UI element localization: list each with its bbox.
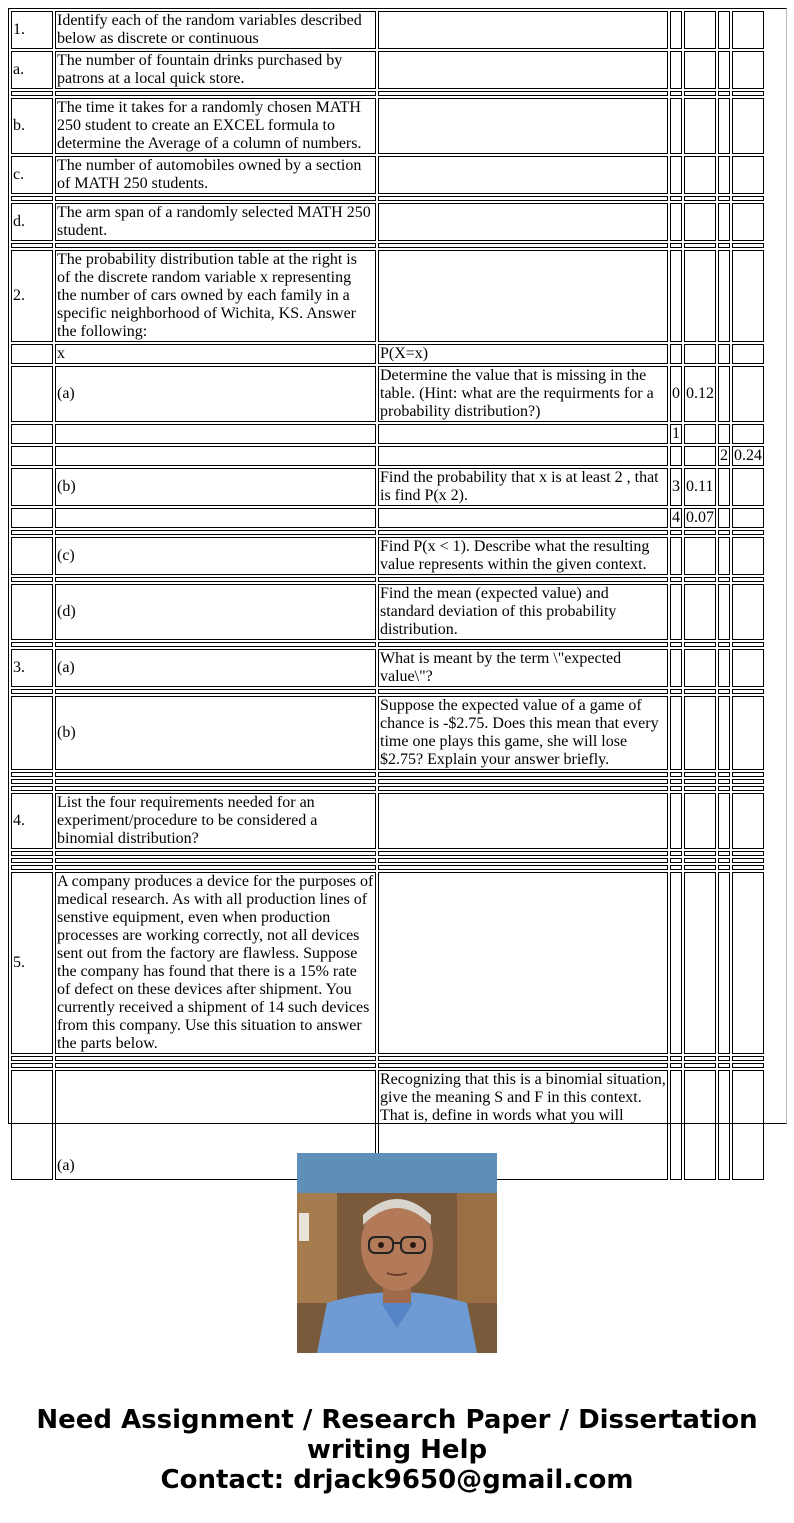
empty-cell <box>732 11 764 49</box>
table-separator <box>11 858 764 863</box>
table-separator <box>11 772 764 777</box>
empty-cell <box>732 424 764 444</box>
empty-cell <box>684 203 716 241</box>
part-text: Recognizing that this is a binomial situation, give the meaning S and F in this context. That is, define in words what you will <box>378 1070 668 1180</box>
part-label: (a) <box>55 649 376 687</box>
table-row <box>11 366 764 422</box>
empty-cell <box>670 51 682 89</box>
part-label: a. <box>11 51 53 89</box>
p-value-missing[interactable] <box>684 424 716 444</box>
part-text: The time it takes for a randomly chosen MATH 250 student to create an EXCEL formula to determine the Average of a column of numbers. <box>55 98 376 154</box>
empty-cell <box>732 696 764 770</box>
empty-cell <box>670 11 682 49</box>
part-label: (a) <box>55 1070 376 1180</box>
table-separator <box>11 243 764 248</box>
empty-cell <box>11 508 53 528</box>
empty-cell <box>670 584 682 640</box>
x-value: 3 <box>670 468 682 506</box>
table-row <box>11 250 764 342</box>
empty-cell <box>670 203 682 241</box>
table-row <box>11 424 764 444</box>
empty-cell <box>718 156 730 194</box>
promo-banner <box>0 1122 794 1523</box>
table-separator <box>11 196 764 201</box>
part-text: The arm span of a randomly selected MATH 250 student. <box>55 203 376 241</box>
empty-cell <box>55 446 376 466</box>
empty-cell <box>684 446 716 466</box>
avatar <box>297 1153 497 1353</box>
x-value: 0 <box>670 366 682 422</box>
empty-cell <box>684 11 716 49</box>
empty-cell <box>378 424 668 444</box>
x-value: 2 <box>720 447 728 464</box>
empty-cell <box>718 366 730 422</box>
empty-cell <box>718 51 730 89</box>
empty-cell <box>11 424 53 444</box>
table-row <box>11 872 764 1054</box>
worksheet <box>8 8 787 1174</box>
answer-cell[interactable] <box>378 98 668 154</box>
table-separator <box>11 786 764 791</box>
part-label: (d) <box>55 584 376 640</box>
empty-cell <box>718 344 730 364</box>
empty-cell <box>378 508 668 528</box>
empty-cell <box>732 156 764 194</box>
person-portrait <box>297 1153 497 1353</box>
empty-cell <box>732 250 764 342</box>
table-row <box>11 11 764 49</box>
table-separator <box>11 91 764 96</box>
question-number: 4. <box>11 793 53 849</box>
empty-cell <box>11 344 53 364</box>
empty-cell <box>718 696 730 770</box>
answer-cell[interactable] <box>378 793 668 849</box>
promo-text <box>0 1405 794 1495</box>
table-separator <box>11 1056 764 1061</box>
empty-cell <box>732 584 764 640</box>
empty-cell <box>11 696 53 770</box>
empty-cell <box>670 156 682 194</box>
table-row <box>11 203 764 241</box>
part-label: c. <box>11 156 53 194</box>
empty-cell <box>684 344 716 364</box>
promo-contact: Contact: drjack9650@gmail.com <box>160 1465 634 1495</box>
question-text: Identify each of the random variables described below as discrete or continuous <box>55 11 376 49</box>
empty-cell <box>718 203 730 241</box>
empty-cell <box>11 584 53 640</box>
table-separator <box>11 689 764 694</box>
answer-cell[interactable] <box>378 250 668 342</box>
empty-cell <box>684 872 716 1054</box>
empty-cell <box>718 468 730 506</box>
question-number: 5. <box>11 872 53 1054</box>
table-row <box>11 156 764 194</box>
p-value: 0.11 <box>684 468 716 506</box>
p-value: 0.24 <box>734 447 762 464</box>
part-label: (c) <box>55 537 376 575</box>
empty-cell <box>718 793 730 849</box>
empty-cell <box>670 793 682 849</box>
empty-cell <box>718 508 730 528</box>
table-separator <box>11 577 764 582</box>
answer-cell[interactable] <box>378 203 668 241</box>
part-text: The number of fountain drinks purchased by patrons at a local quick store. <box>55 51 376 89</box>
empty-cell <box>732 51 764 89</box>
p-value: 0.12 <box>684 366 716 422</box>
worksheet-table <box>9 9 766 1182</box>
empty-cell <box>11 537 53 575</box>
part-text: Find the mean (expected value) and standard deviation of this probability distribution. <box>378 584 668 640</box>
question-number: 1. <box>11 11 53 49</box>
empty-cell <box>732 366 764 422</box>
part-text: Find P(x < 1). Describe what the resulting value represents within the given context. <box>378 537 668 575</box>
table-separator <box>11 865 764 870</box>
empty-cell <box>732 508 764 528</box>
table-row <box>11 584 764 640</box>
empty-cell <box>718 424 730 444</box>
empty-cell <box>670 98 682 154</box>
empty-cell <box>684 696 716 770</box>
empty-cell <box>11 468 53 506</box>
empty-cell <box>732 649 764 687</box>
empty-cell <box>55 508 376 528</box>
x-header: x <box>55 344 376 364</box>
empty-cell <box>732 98 764 154</box>
empty-cell <box>732 537 764 575</box>
table-row <box>11 344 764 364</box>
answer-cell[interactable] <box>378 872 668 1054</box>
table-separator <box>11 851 764 856</box>
empty-cell <box>718 872 730 1054</box>
part-text: Suppose the expected value of a game of chance is -$2.75. Does this mean that every time one plays this game, she will lose $2.75? Explain your answer briefly. <box>378 696 668 770</box>
part-text: Determine the value that is missing in the table. (Hint: what are the requirments for a probability distribution?) <box>378 366 668 422</box>
empty-cell <box>684 156 716 194</box>
promo-line: writing Help <box>306 1435 488 1465</box>
empty-cell <box>684 51 716 89</box>
empty-cell <box>732 793 764 849</box>
question-number: 2. <box>11 250 53 342</box>
part-text: Find the probability that x is at least 2 , that is find P(x 2). <box>378 468 668 506</box>
empty-cell <box>11 366 53 422</box>
part-label: (a) <box>55 366 376 422</box>
empty-cell <box>55 424 376 444</box>
part-label: (b) <box>55 468 376 506</box>
empty-cell <box>718 649 730 687</box>
table-row <box>11 98 764 154</box>
empty-cell <box>684 584 716 640</box>
question-text: The probability distribution table at the right is of the discrete random variable x representing the number of cars owned by each family in a specific neighborhood of Wichita, KS. Answer the following: <box>55 250 376 342</box>
p-value: 0.07 <box>686 509 714 526</box>
empty-cell <box>670 696 682 770</box>
probability-header: P(X=x) <box>378 344 668 364</box>
empty-cell <box>670 649 682 687</box>
empty-cell <box>718 537 730 575</box>
table-row <box>11 793 764 849</box>
table-row <box>11 696 764 770</box>
empty-cell <box>718 584 730 640</box>
x-value: 4 <box>672 509 680 526</box>
answer-cell[interactable] <box>378 51 668 89</box>
empty-cell <box>670 344 682 364</box>
empty-cell <box>732 468 764 506</box>
part-label: b. <box>11 98 53 154</box>
empty-cell <box>670 872 682 1054</box>
table-row <box>11 649 764 687</box>
empty-cell <box>732 872 764 1054</box>
empty-cell <box>670 537 682 575</box>
part-text: What is meant by the term \"expected value\"? <box>378 649 668 687</box>
table-separator <box>11 530 764 535</box>
empty-cell <box>684 250 716 342</box>
table-row <box>11 508 764 528</box>
empty-cell <box>732 203 764 241</box>
part-text: The number of automobiles owned by a section of MATH 250 students. <box>55 156 376 194</box>
table-separator <box>11 1063 764 1068</box>
empty-cell <box>670 250 682 342</box>
empty-cell <box>718 250 730 342</box>
empty-cell <box>684 649 716 687</box>
empty-cell <box>11 446 53 466</box>
empty-cell <box>718 98 730 154</box>
empty-cell <box>378 446 668 466</box>
table-separator <box>11 642 764 647</box>
answer-cell[interactable] <box>378 156 668 194</box>
table-row <box>11 537 764 575</box>
part-label: d. <box>11 203 53 241</box>
x-value: 1 <box>672 425 680 442</box>
question-text: A company produces a device for the purposes of medical research. As with all production lines of senstive equipment, even when production processes are working correctly, not all devices sent out from the factory are flawless. Suppose the company has found that there is a 15% rate of defect on these devices after shipment. You currently received a shipment of 14 such devices from this company. Use this situation to answer the parts below. <box>55 872 376 1054</box>
answer-cell[interactable] <box>378 11 668 49</box>
table-row <box>11 51 764 89</box>
question-text: List the four requirements needed for an experiment/procedure to be considered a binomial distribution? <box>55 793 376 849</box>
empty-cell <box>732 344 764 364</box>
promo-line: Need Assignment / Research Paper / Dissertation <box>36 1405 758 1435</box>
question-number: 3. <box>11 649 53 687</box>
empty-cell <box>718 11 730 49</box>
empty-cell <box>684 98 716 154</box>
table-separator <box>11 779 764 784</box>
empty-cell <box>670 446 682 466</box>
part-label: (b) <box>55 696 376 770</box>
table-row <box>11 446 764 466</box>
empty-cell <box>684 537 716 575</box>
empty-cell <box>684 793 716 849</box>
table-row <box>11 468 764 506</box>
